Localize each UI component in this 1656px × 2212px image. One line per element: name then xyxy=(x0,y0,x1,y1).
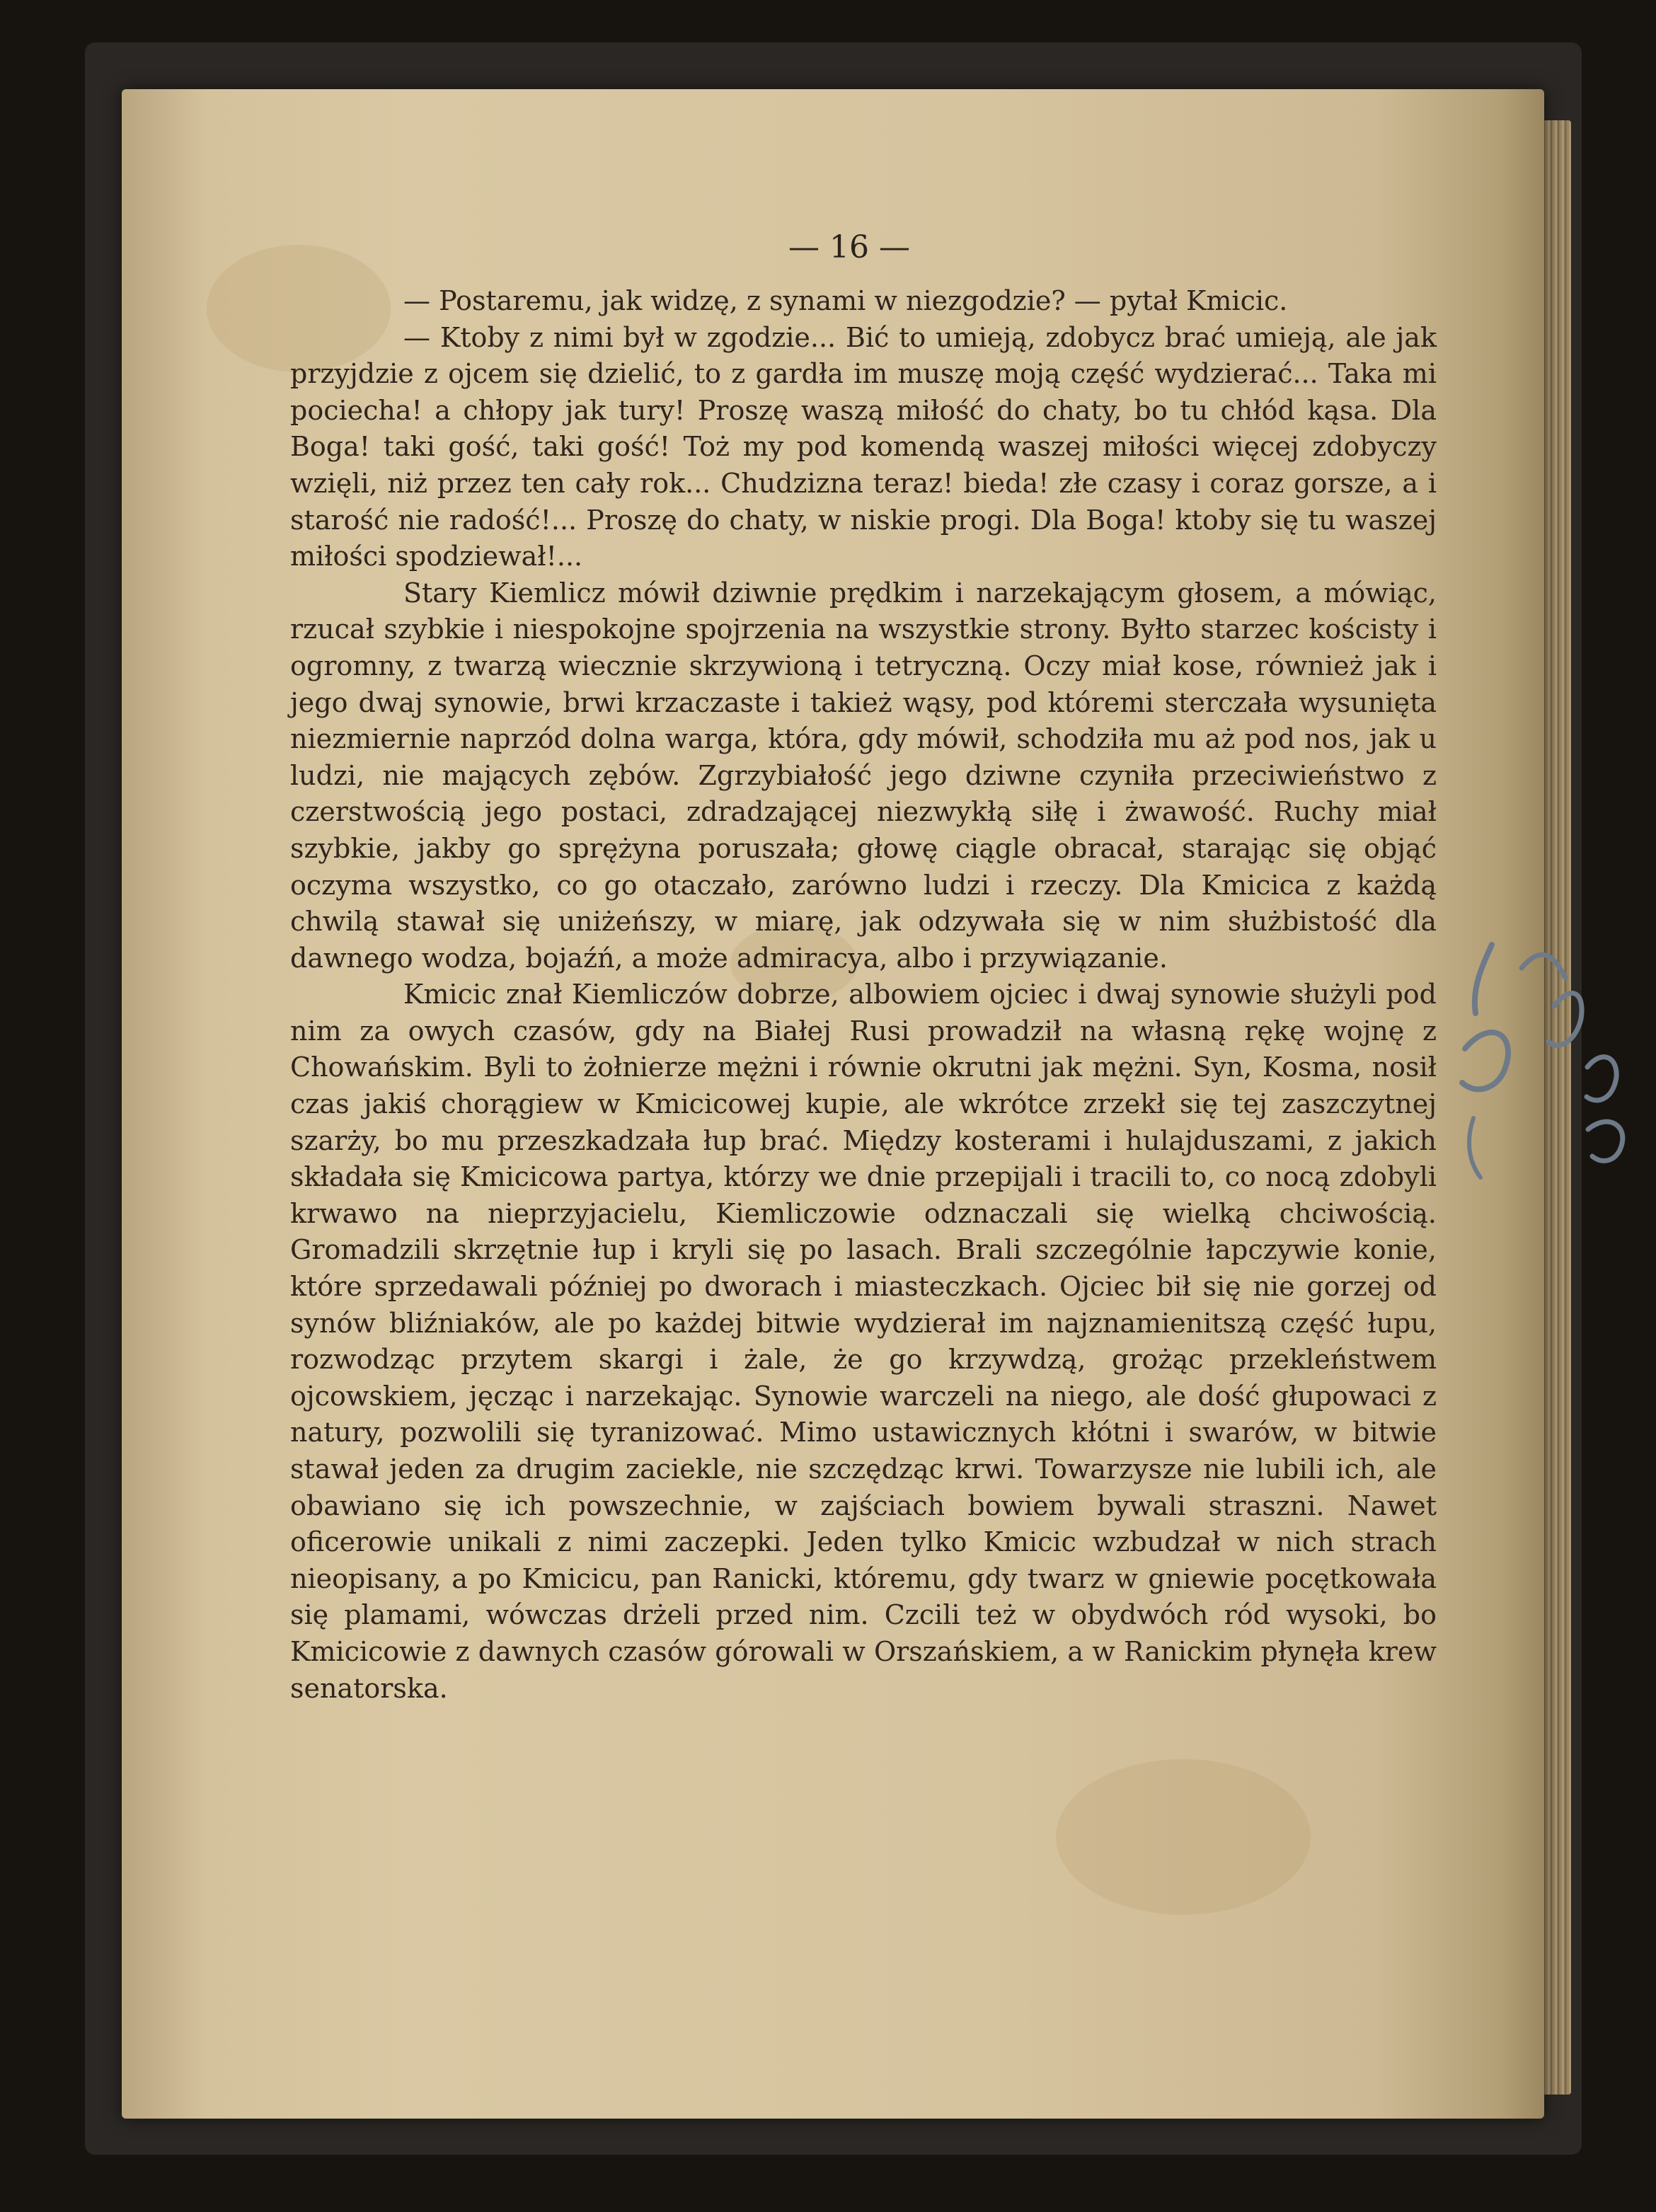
paper-stain xyxy=(1056,1759,1311,1915)
handwritten-pencil-annotation xyxy=(1437,906,1649,1203)
paragraph: Kmicic znał Kiemliczów dobrze, albowiem ojciec i dwaj synowie służyli pod nim za owych czasów, gdy na Białej Rusi prowadził na własną rękę wojnę z Chowańskim. Byli to żołnierze mężni i równie okrutni jak mężni. Syn, Kosma, nosił czas jakiś chorągiew w Kmicicowej kupie, ale wkrótce zrzekł się tej zaszczytnej szarży, bo mu przeszkadzała łup brać. Między kosterami i hulajduszami, z jakich składała się Kmicicowa partya, którzy we dnie przepijali i tracili to, co nocą zdobyli krwawo na nieprzyjacielu, Kiemliczowie odznaczali się wielką chciwością. Gromadzili skrzętnie łup i kryli się po lasach. Brali szczególnie łapczywie konie, które sprzedawali później po dworach i miasteczkach. Ojciec bił się nie gorzej od synów bliźniaków, ale po każdej bitwie wydzierał im najznamienitszą część łupu, rozwodząc przytem skargi i żale, że go krzywdzą, grożąc przekleństwem ojcowskiem, jęcząc i narzekając. Synowie warczeli na niego, ale dość głupowaci z natury, pozwolili się tyranizować. Mimo ustawicznych kłótni i swarów, w bitwie stawał jeden za drugim zaciekle, nie szczędząc krwi. Towarzysze nie lubili ich, ale obawiano się ich powszechnie, w zajściach bowiem bywali straszni. Nawet oficerowie unikali z nimi zaczepki. Jeden tylko Kmicic wzbudzał w nich strach nieopisany, a po Kmicicu, pan Ranicki, któremu, gdy twarz w gniewie pocętkowała się plamami, wówczas drżeli przed nim. Czcili też w obydwóch ród wysoki, bo Kmicicowie z dawnych czasów górowali w Orszańskiem, a w Ranickim płynęła krew senatorska. xyxy=(290,979,1437,1704)
paragraph: — Ktoby z nimi był w zgodzie... Bić to umieją, zdobycz brać umieją, ale jak przyjdzie z ojcem się dzielić, to z gardła im muszę moją część wydzierać... Taka mi pociecha! a chłopy jak tury! Proszę waszą miłość do chaty, bo tu chłód kąsa. Dla Boga! taki gość, taki gość! Toż my pod komendą waszej miłości więcej zdobyczy wzięli, niż przez ten cały rok... Chudzizna teraz! bieda! złe czasy i coraz gorsze, a i starość nie radość!... Proszę do chaty, w niskie progi. Dla Boga! ktoby się tu waszej miłości spodziewał!... xyxy=(290,321,1437,572)
page-text xyxy=(290,283,1437,1707)
paragraph: — Postaremu, jak widzę, z synami w niezgodzie? — pytał Kmicic. xyxy=(403,285,1288,316)
page-number: — 16 — xyxy=(788,229,910,265)
paragraph: Stary Kiemlicz mówił dziwnie prędkim i narzekającym głosem, a mówiąc, rzucał szybkie i niespokojne spojrzenia na wszystkie strony. Byłto starzec kościsty i ogromny, z twarzą wiecznie skrzywioną i tetryczną. Oczy miał kose, również jak i jego dwaj synowie, brwi krzaczaste i takież wąsy, pod któremi sterczała wysunięta niezmiernie naprzód dolna warga, która, gdy mówił, schodziła mu aż pod nos, jak u ludzi, nie mających zębów. Zgrzybiałość jego dziwne czyniła przeciwieństwo z czerstwością jego postaci, zdradzającej niezwykłą siłę i żwawość. Ruchy miał szybkie, jakby go sprężyna poruszała; głowę ciągle obracał, starając się objąć oczyma wszystko, co go otaczało, zarówno ludzi i rzeczy. Dla Kmicica z każdą chwilą stawał się uniżeńszy, w miarę, jak odzywała się w nim służbistość dla dawnego wodza, bojaźń, a może admiracya, albo i przywiązanie. xyxy=(290,577,1437,974)
